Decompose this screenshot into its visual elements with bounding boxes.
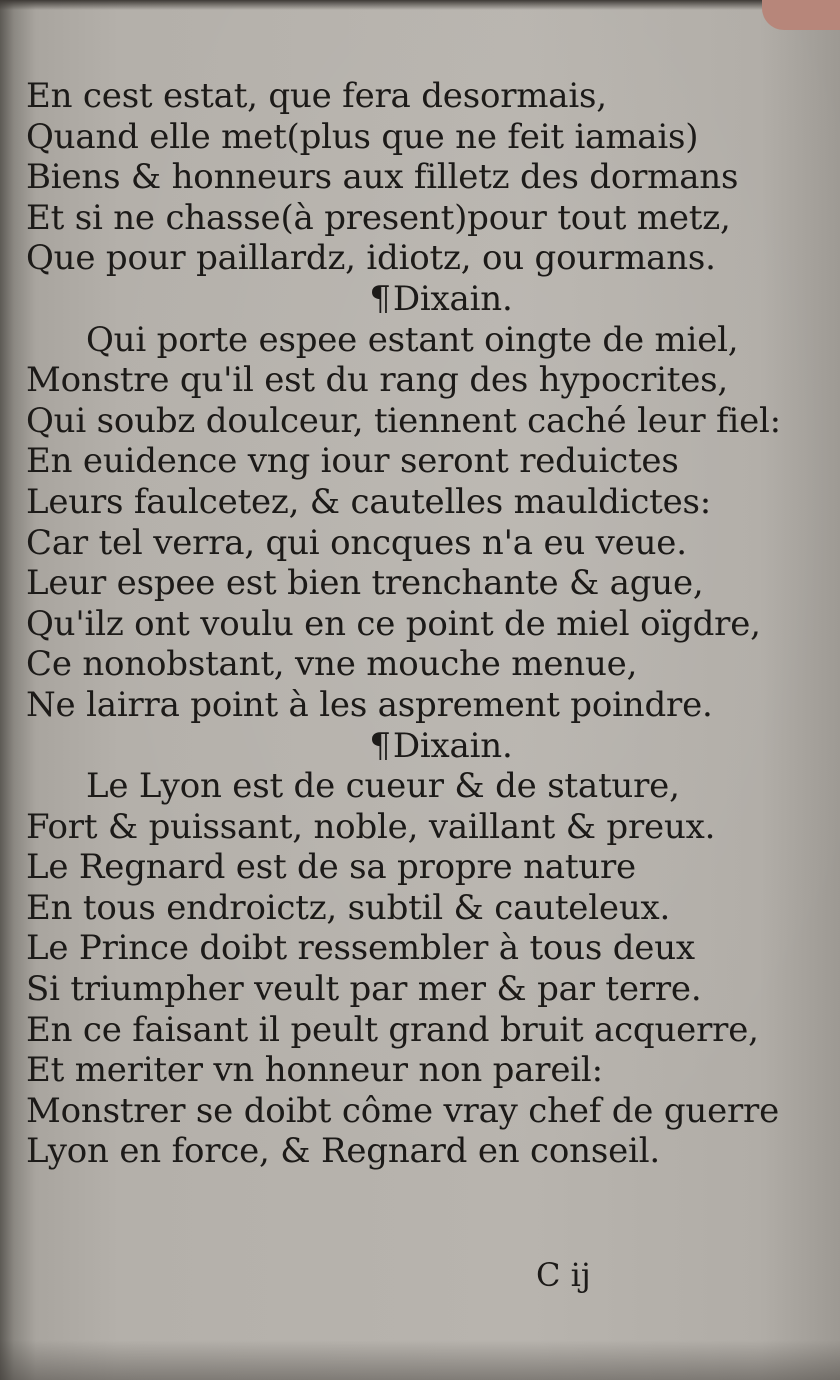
section-heading [26, 726, 786, 767]
verse-line: Que pour paillardz, idiotz, ou gourmans. [26, 238, 716, 279]
verse-line: En tous endroictz, subtil & cauteleux. [26, 887, 671, 928]
verse-line: Qui soubz doulceur, tiennent caché leur fiel: [26, 400, 781, 441]
verse-line: Biens & honneurs aux filletz des dormans [26, 157, 739, 198]
verse-line: En cest estat, que fera desormais, [26, 76, 607, 116]
page-text [26, 76, 786, 1172]
verse-line: Si triumpher veult par mer & par terre. [26, 969, 702, 1010]
verse-line: Ce nonobstant, vne mouche menue, [26, 644, 638, 685]
pilcrow-icon: ¶ [369, 278, 391, 319]
verse-line: Le Lyon est de cueur & de stature, [86, 766, 680, 807]
heading-label: Dixain. [392, 725, 513, 766]
verse-line: Qui porte espee estant oingte de miel, [86, 319, 739, 360]
verse-line: Car tel verra, qui oncques n'a eu veue. [26, 522, 687, 563]
section-heading [26, 279, 786, 320]
verse-line: Le Prince doibt ressembler à tous deux [26, 928, 695, 969]
verse-line: En euidence vng iour seront reduictes [26, 441, 679, 482]
verse-line: Qu'ilz ont voulu en ce point de miel oïgdre, [26, 603, 761, 644]
verse-line: Le Regnard est de sa propre nature [26, 847, 636, 888]
verse-line: En ce faisant il peult grand bruit acquerre, [26, 1009, 759, 1050]
verse-line: Quand elle met(plus que ne feit iamais) [26, 116, 699, 157]
verse-line: Leur espee est bien trenchante & ague, [26, 563, 704, 604]
verse-line: Et si ne chasse(à present)pour tout metz, [26, 197, 731, 238]
verse-line: Fort & puissant, noble, vaillant & preux. [26, 806, 716, 847]
page-corner-tab [762, 0, 840, 30]
pilcrow-icon: ¶ [369, 725, 391, 766]
heading-label: Dixain. [392, 278, 513, 319]
verse-line: Lyon en force, & Regnard en conseil. [26, 1131, 660, 1172]
verse-line: Ne lairra point à les asprement poindre. [26, 684, 713, 725]
verse-line: Monstrer se doibt côme vray chef de guerre [26, 1090, 780, 1131]
verse-line: Monstre qu'il est du rang des hypocrites, [26, 360, 729, 401]
verse-line: Et meriter vn honneur non pareil: [26, 1050, 603, 1091]
verse-line: Leurs faulcetez, & cautelles mauldictes: [26, 481, 712, 522]
signature-mark: C ij [536, 1256, 591, 1294]
